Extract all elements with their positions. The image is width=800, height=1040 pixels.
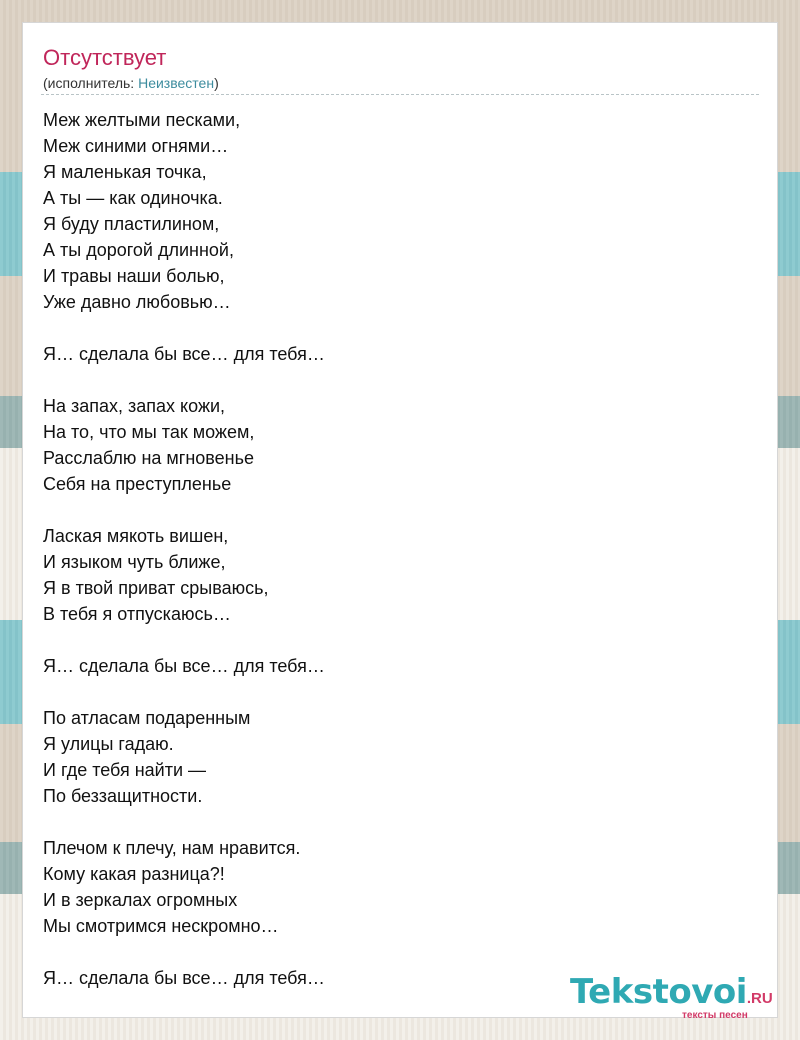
lyric-line: Уже давно любовью… bbox=[43, 292, 231, 312]
lyric-line: Я в твой приват срываюсь, bbox=[43, 578, 269, 598]
lyric-line: Меж синими огнями… bbox=[43, 136, 229, 156]
stanza-gap bbox=[43, 939, 325, 965]
logo-name: Tekstovoi bbox=[570, 972, 747, 1012]
chorus-line: Я… сделала бы все… для тебя… bbox=[43, 968, 325, 988]
lyric-line: Кому какая разница?! bbox=[43, 864, 225, 884]
lyric-line: И травы наши болью, bbox=[43, 266, 225, 286]
lyric-line: И где тебя найти — bbox=[43, 760, 207, 780]
lyric-line: Лаская мякоть вишен, bbox=[43, 526, 229, 546]
lyric-line: Я маленькая точка, bbox=[43, 162, 207, 182]
lyric-line: Расслаблю на мгновенье bbox=[43, 448, 254, 468]
chorus-line: Я… сделала бы все… для тебя… bbox=[43, 656, 325, 676]
stanza-gap bbox=[43, 809, 325, 835]
performer-prefix: (исполнитель: bbox=[43, 75, 139, 91]
lyric-line: Меж желтыми песками, bbox=[43, 110, 241, 130]
lyric-line: В тебя я отпускаюсь… bbox=[43, 604, 231, 624]
lyric-line: На то, что мы так можем, bbox=[43, 422, 255, 442]
chorus-line: Я… сделала бы все… для тебя… bbox=[43, 344, 325, 364]
lyric-line: Мы смотримся нескромно… bbox=[43, 916, 279, 936]
logo-tagline: тексты песен bbox=[682, 1010, 748, 1021]
lyrics-body bbox=[43, 107, 325, 991]
stanza-gap bbox=[43, 679, 325, 705]
lyric-line: Я улицы гадаю. bbox=[43, 734, 174, 754]
performer-line bbox=[43, 74, 219, 92]
performer-suffix: ) bbox=[214, 75, 219, 91]
lyrics-sheet bbox=[22, 22, 778, 1021]
lyric-line: На запах, запах кожи, bbox=[43, 396, 226, 416]
song-title: Отсутствует bbox=[43, 45, 167, 70]
lyric-line: По беззащитности. bbox=[43, 786, 203, 806]
dashed-divider bbox=[41, 94, 759, 95]
artist-link[interactable]: Неизвестен bbox=[138, 75, 215, 91]
stanza-gap bbox=[43, 627, 325, 653]
stanza-gap bbox=[43, 367, 325, 393]
logo-tld: .RU bbox=[746, 990, 773, 1007]
lyric-line: И языком чуть ближе, bbox=[43, 552, 226, 572]
lyric-line: А ты дорогой длинной, bbox=[43, 240, 234, 260]
lyric-line: А ты — как одиночка. bbox=[43, 188, 223, 208]
lyric-line: И в зеркалах огромных bbox=[43, 890, 238, 910]
lyric-line: Я буду пластилином, bbox=[43, 214, 220, 234]
stanza-gap bbox=[43, 315, 325, 341]
stanza-gap bbox=[43, 497, 325, 523]
lyric-line: Себя на преступленье bbox=[43, 474, 232, 494]
lyric-line: По атласам подаренным bbox=[43, 708, 251, 728]
tekstovoi-logo[interactable] bbox=[570, 973, 790, 1023]
lyric-line: Плечом к плечу, нам нравится. bbox=[43, 838, 301, 858]
